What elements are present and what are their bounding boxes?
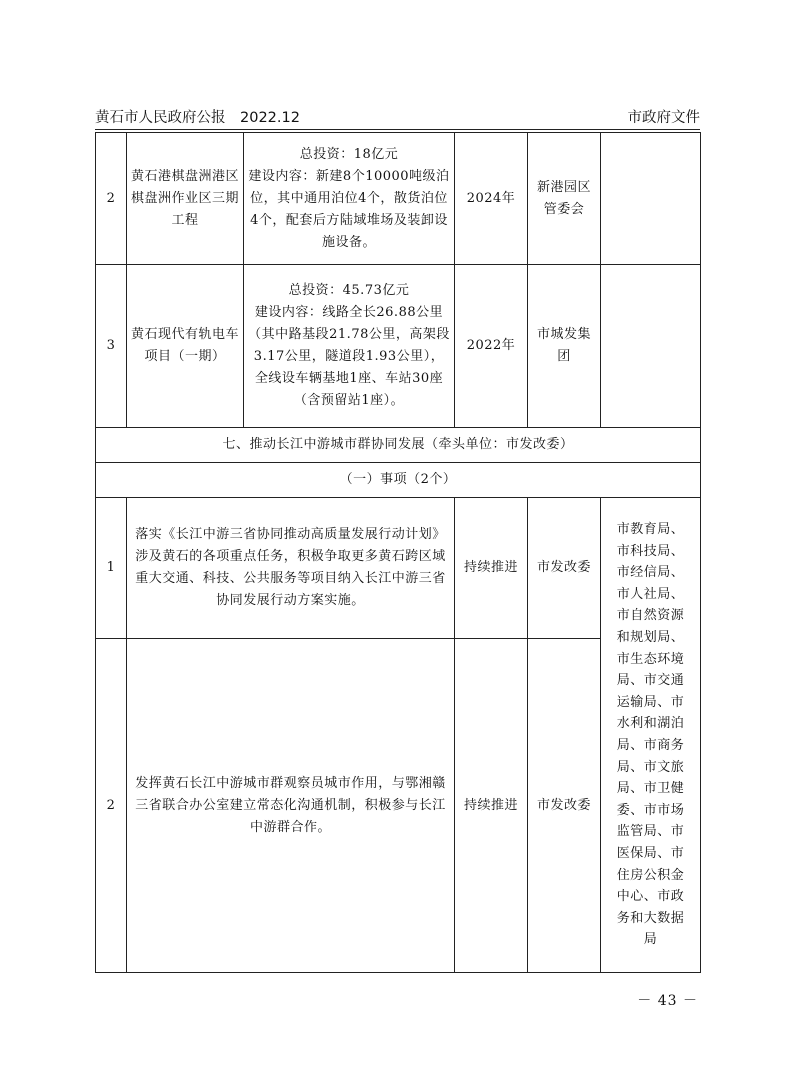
project-investment: 总投资：18亿元 <box>299 146 399 162</box>
department-line: 市生态环境 <box>616 651 685 667</box>
department-line: 局、市卫健 <box>616 781 685 797</box>
row-index: 2 <box>96 133 127 265</box>
completion-year: 2022年 <box>455 265 528 428</box>
department-line: 住房公积金 <box>616 867 685 883</box>
table-row <box>96 133 701 265</box>
department-line: 市教育局、 <box>616 522 685 538</box>
department-line: 委、市市场 <box>616 802 685 818</box>
project-content: 建设内容：新建8个10000吨级泊位，其中通用泊位4个，散货泊位4个，配套后方陆域堆场及装卸设施设备。 <box>248 168 450 250</box>
project-description <box>244 265 455 428</box>
responsible-unit: 新港园区管委会 <box>528 133 601 265</box>
page-header <box>95 106 700 128</box>
department-line: 局 <box>643 932 658 948</box>
department-list <box>605 519 696 951</box>
department-line: 水利和湖泊 <box>616 716 685 732</box>
department-line: 市科技局、 <box>616 543 685 559</box>
extra-cell <box>601 265 701 428</box>
department-line: 局、市文旅 <box>616 759 685 775</box>
table-row <box>96 428 701 463</box>
section-title: 七、推动长江中游城市群协同发展（牵头单位：市发改委） <box>96 428 701 463</box>
item-text: 发挥黄石长江中游城市群观察员城市作用，与鄂湘赣三省联合办公室建立常态化沟通机制，积极参与长江中游群合作。 <box>127 639 455 973</box>
department-line: 监管局、市 <box>616 824 685 840</box>
item-lead-unit: 市发改委 <box>528 498 601 639</box>
table-row <box>96 498 701 639</box>
department-line: 中心、市政 <box>616 889 685 905</box>
section-label: 市政府文件 <box>627 110 700 126</box>
department-line: 医保局、市 <box>616 845 685 861</box>
bulletin-title: 黄石市人民政府公报 2022.12 <box>95 110 300 126</box>
project-name: 黄石现代有轨电车项目（一期） <box>127 265 244 428</box>
project-table <box>95 132 701 973</box>
department-line: 市经信局、 <box>616 565 685 581</box>
extra-cell <box>601 133 701 265</box>
department-line: 局、市交通 <box>616 673 685 689</box>
row-index: 1 <box>96 498 127 639</box>
responsible-unit: 市城发集团 <box>528 265 601 428</box>
project-name: 黄石港棋盘洲港区棋盘洲作业区三期工程 <box>127 133 244 265</box>
department-line: 局、市商务 <box>616 738 685 753</box>
department-line: 务和大数据 <box>616 910 685 926</box>
table-row <box>96 265 701 428</box>
row-index: 3 <box>96 265 127 428</box>
row-index: 2 <box>96 639 127 973</box>
header-rule <box>95 129 700 130</box>
project-investment: 总投资：45.73亿元 <box>288 283 410 298</box>
completion-year: 2024年 <box>455 133 528 265</box>
department-line: 市自然资源 <box>616 608 685 624</box>
department-line: 运输局、市 <box>616 694 685 710</box>
project-description <box>244 133 455 265</box>
item-progress: 持续推进 <box>455 639 528 973</box>
department-line: 和规划局、 <box>616 630 685 646</box>
project-content: 建设内容：线路全长26.88公里（其中路基段21.78公里，高架段3.17公里，隧道段1.93公里），全线设车辆基地1座、车站30座（含预留站1座）。 <box>248 305 450 408</box>
table-row <box>96 463 701 498</box>
section-subtitle: （一）事项（2个） <box>96 463 701 498</box>
cooperating-departments <box>601 498 701 973</box>
department-line: 市人社局、 <box>616 586 685 602</box>
page-number: － 43 － <box>637 993 698 1009</box>
item-text: 落实《长江中游三省协同推动高质量发展行动计划》涉及黄石的各项重点任务，积极争取更多黄石跨区域重大交通、科技、公共服务等项目纳入长江中游三省协同发展行动方案实施。 <box>127 498 455 639</box>
item-lead-unit: 市发改委 <box>528 639 601 973</box>
item-progress: 持续推进 <box>455 498 528 639</box>
